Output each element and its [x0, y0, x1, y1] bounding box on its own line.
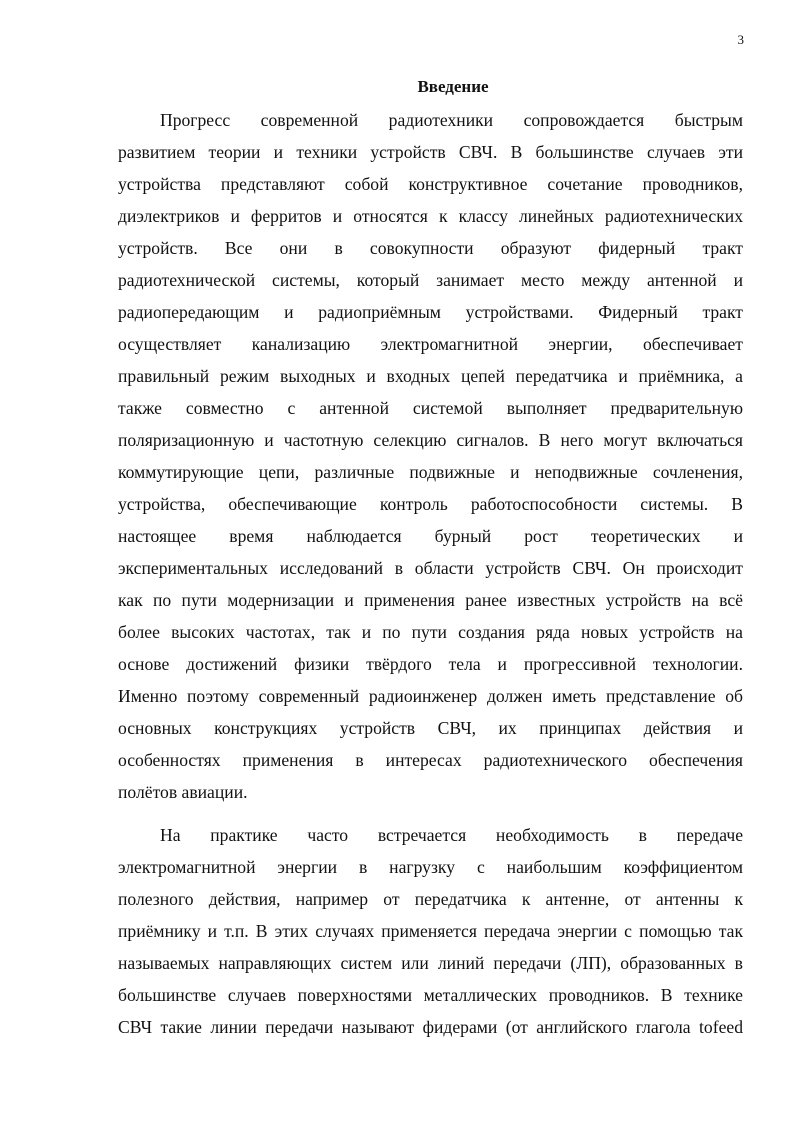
paragraph-line: настоящее время наблюдается бурный рост теоретических и	[118, 526, 743, 546]
page-number: 3	[737, 32, 744, 47]
paragraph-line: правильный режим выходных и входных цепей передатчика и приёмника, а	[118, 366, 743, 386]
paragraph-line: устройств. Все они в совокупности образуют фидерный тракт	[118, 238, 743, 258]
paragraph-line: также совместно с антенной системой выполняет предварительную	[118, 398, 743, 418]
paragraph-introduction	[118, 104, 743, 808]
paragraph-line: На практике часто встречается необходимость в передаче	[160, 825, 743, 845]
paragraph-line: как по пути модернизации и применения ранее известных устройств на всё	[118, 590, 743, 610]
paragraph-line: электромагнитной энергии в нагрузку с наибольшим коэффициентом	[118, 857, 743, 877]
paragraph-line: устройства представляют собой конструктивное сочетание проводников,	[118, 174, 743, 194]
paragraph-transmission-lines	[118, 819, 743, 1043]
paragraph-line: коммутирующие цепи, различные подвижные и неподвижные сочленения,	[118, 462, 743, 482]
paragraph-line: развитием теории и техники устройств СВЧ. В большинстве случаев эти	[118, 142, 743, 162]
section-title: Введение	[417, 77, 489, 96]
paragraph-line: осуществляет канализацию электромагнитной энергии, обеспечивает	[118, 334, 743, 354]
paragraph-line: Именно поэтому современный радиоинженер должен иметь представление об	[118, 686, 743, 706]
paragraph-line: радиотехнической системы, который занимает место между антенной и	[118, 270, 743, 290]
paragraph-line: приёмнику и т.п. В этих случаях применяется передача энергии с помощью так	[118, 921, 743, 941]
paragraph-line: диэлектриков и ферритов и относятся к классу линейных радиотехнических	[118, 206, 743, 226]
paragraph-line: устройства, обеспечивающие контроль работоспособности системы. В	[118, 494, 743, 514]
paragraph-line: основных конструкциях устройств СВЧ, их принципах действия и	[118, 718, 743, 738]
paragraph-line: более высоких частотах, так и по пути создания ряда новых устройств на	[118, 622, 743, 642]
paragraph-line: радиопередающим и радиоприёмным устройствами. Фидерный тракт	[118, 302, 743, 322]
paragraph-line: полётов авиации.	[118, 782, 248, 802]
paragraph-line: экспериментальных исследований в области устройств СВЧ. Он происходит	[118, 558, 743, 578]
paragraph-line: СВЧ такие линии передачи называют фидерами (от английского глагола tofeed	[118, 1017, 743, 1037]
paragraph-line: называемых направляющих систем или линий передачи (ЛП), образованных в	[118, 953, 743, 973]
paragraph-line: особенностях применения в интересах радиотехнического обеспечения	[118, 750, 743, 770]
paragraph-line: поляризационную и частотную селекцию сигналов. В него могут включаться	[118, 430, 743, 450]
paragraph-line: Прогресс современной радиотехники сопровождается быстрым	[160, 110, 743, 130]
paragraph-line: большинстве случаев поверхностями металлических проводников. В технике	[118, 985, 743, 1005]
paragraph-line: полезного действия, например от передатчика к антенне, от антенны к	[118, 889, 743, 909]
paragraph-line: основе достижений физики твёрдого тела и прогрессивной технологии.	[118, 654, 743, 674]
